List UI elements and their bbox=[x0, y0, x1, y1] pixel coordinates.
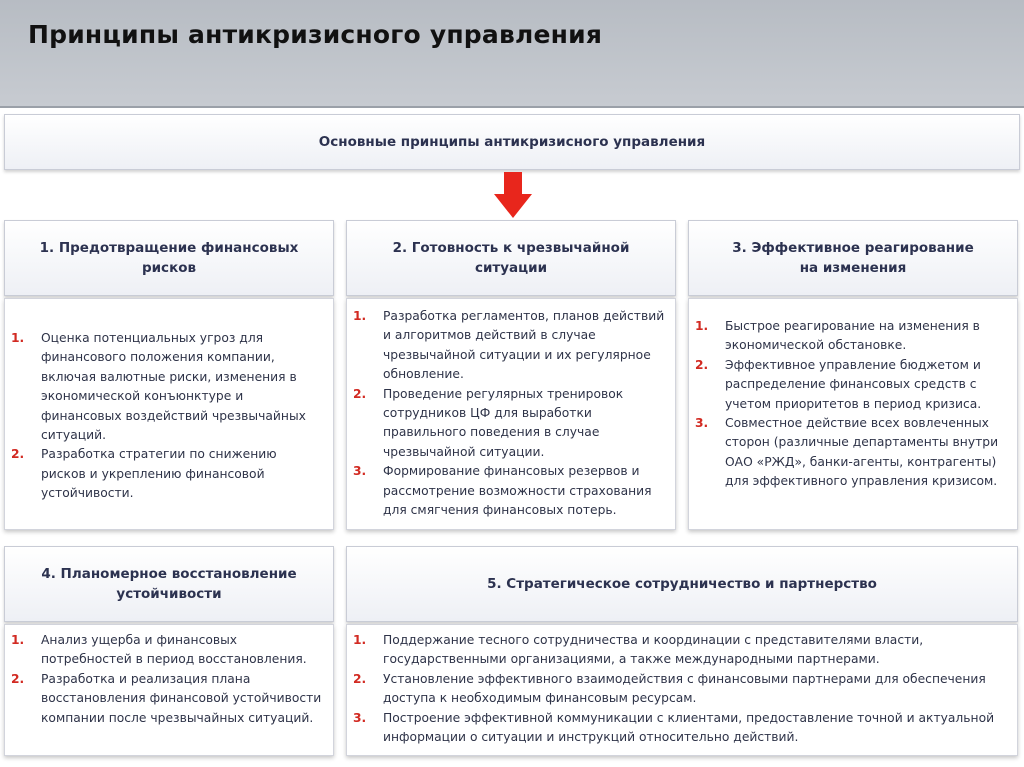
block-4-header: 4. Планомерное восстановление устойчивости bbox=[4, 546, 334, 622]
block-1-list bbox=[11, 329, 323, 504]
title-bar bbox=[0, 0, 1024, 108]
block-5-list bbox=[353, 631, 1007, 747]
block-4-list bbox=[11, 631, 323, 728]
list-item: 2. Проведение регулярных тренировок сотрудников ЦФ для выработки правильного поведения в случае чрезвычайной ситуации. bbox=[353, 386, 624, 459]
list-item: 3. Построение эффективной коммуникации с клиентами, предоставление точной и актуальной информации о ситуации и инструкций относительно действий. bbox=[353, 710, 995, 745]
arrow-down-icon bbox=[494, 172, 532, 218]
list-item: 3. Формирование финансовых резервов и рассмотрение возможности страхования для смягчения финансовых потерь. bbox=[353, 464, 652, 518]
list-item: 1. Поддержание тесного сотрудничества и координации с представителями власти, государственными организациями, а также международными партнерами. bbox=[353, 633, 924, 667]
list-item: 1. Быстрое реагирование на изменения в экономической обстановке. bbox=[695, 319, 980, 353]
block-3-list bbox=[695, 317, 1007, 492]
list-item: 1. Анализ ущерба и финансовых потребностей в период восстановления. bbox=[11, 633, 307, 667]
block-5-header: 5. Стратегическое сотрудничество и партнерство bbox=[346, 546, 1018, 622]
list-item: 3. Совместное действие всех вовлеченных сторон (различные департаменты внутри ОАО «РЖД», банки-агенты, контрагенты) для эффективного управления кризисом. bbox=[695, 416, 999, 489]
list-item: 1. Оценка потенциальных угроз для финансового положения компании, включая валютные риски, изменения в экономической конъюнктуре и финансовых воздействий чрезвычайных ситуаций. bbox=[11, 331, 306, 443]
list-item: 2. Разработка стратегии по снижению рисков и укреплению финансовой устойчивости. bbox=[11, 447, 277, 501]
block-1-header: 1. Предотвращение финансовых рисков bbox=[4, 220, 334, 296]
list-item: 1. Разработка регламентов, планов действий и алгоритмов действий в случае чрезвычайной ситуации и их регулярное обновление. bbox=[353, 309, 665, 382]
list-item: 2. Разработка и реализация плана восстановления финансовой устойчивости компании после чрезвычайных ситуаций. bbox=[11, 671, 322, 725]
block-2-header: 2. Готовность к чрезвычайной ситуации bbox=[346, 220, 676, 296]
block-1-body bbox=[4, 298, 334, 530]
block-2-body bbox=[346, 298, 676, 530]
block-3-header: 3. Эффективное реагирование на изменения bbox=[688, 220, 1018, 296]
list-item: 2. Эффективное управление бюджетом и распределение финансовых средств с учетом приоритетов в период кризиса. bbox=[695, 357, 982, 411]
main-principles-header: Основные принципы антикризисного управления bbox=[4, 114, 1020, 170]
block-2-list bbox=[353, 307, 665, 520]
block-3-body bbox=[688, 298, 1018, 530]
block-5-body bbox=[346, 624, 1018, 756]
page-title: Принципы антикризисного управления bbox=[28, 20, 603, 49]
list-item: 2. Установление эффективного взаимодействия с финансовыми партнерами для обеспечения доступа к необходимым финансовым ресурсам. bbox=[353, 671, 986, 706]
block-4-body bbox=[4, 624, 334, 756]
